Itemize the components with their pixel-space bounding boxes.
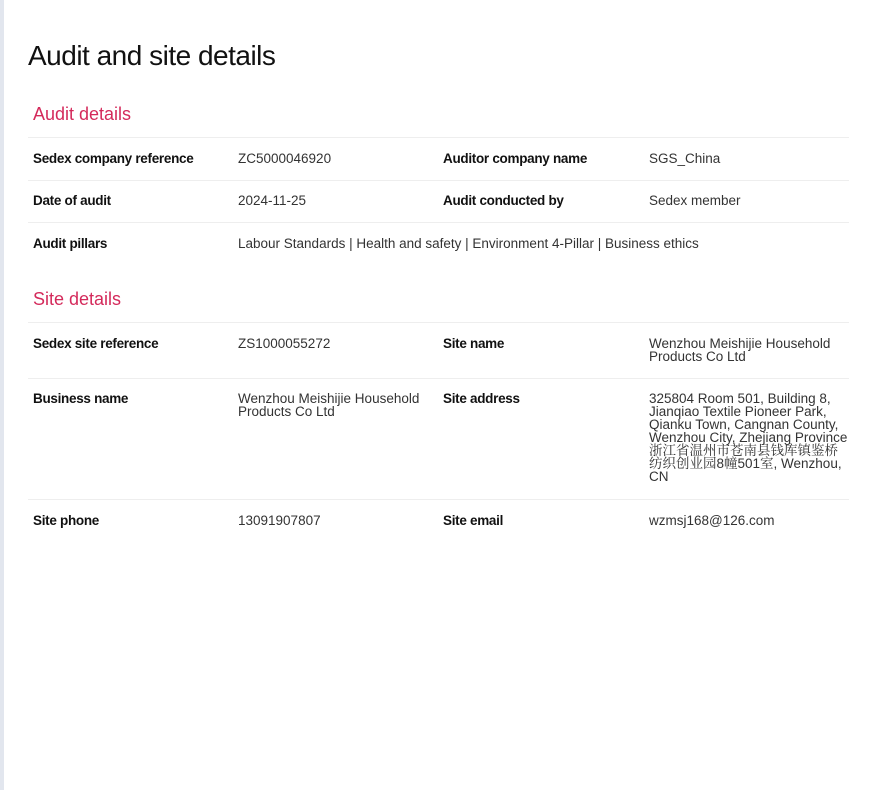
date-of-audit-label: Date of audit [33,193,111,208]
site-reference-label: Sedex site reference [33,336,159,351]
site-address-value: 325804 Room 501, Building 8, Jianqiao Textile Pioneer Park, Qianku Town, Cangnan County, Wenzhou City, Zhejiang Province 浙江省温州市苍南县钱库镇鉴桥纺织创业园8幢501室, Wenzhou, CN [649,391,848,484]
audit-conducted-by-value: Sedex member [649,193,741,208]
site-reference-value: ZS1000055272 [238,336,331,351]
site-name-label: Site name [443,336,505,351]
site-email-label: Site email [443,513,504,528]
site-phone-label: Site phone [33,513,100,528]
divider [28,378,849,379]
company-reference-label: Sedex company reference [33,151,194,166]
divider [28,499,849,500]
site-email-value: wzmsj168@126.com [649,513,775,528]
business-name-value: Wenzhou Meishijie Household Products Co Ltd [238,391,420,419]
site-details-heading: Site details [33,289,122,309]
audit-conducted-by-label: Audit conducted by [443,193,564,208]
divider [28,222,849,223]
divider [28,322,849,323]
divider [28,137,849,138]
date-of-audit-value: 2024-11-25 [238,193,307,208]
company-reference-value: ZC5000046920 [238,151,332,166]
site-phone-value: 13091907807 [238,513,321,528]
business-name-label: Business name [33,391,129,406]
auditor-company-value: SGS_China [649,151,721,166]
audit-pillars-label: Audit pillars [33,236,108,251]
page-title: Audit and site details [28,40,276,71]
page-left-border [0,0,4,790]
site-address-label: Site address [443,391,520,406]
site-name-value: Wenzhou Meishijie Household Products Co Ltd [649,336,831,364]
audit-pillars-value: Labour Standards | Health and safety | Environment 4-Pillar | Business ethics [238,236,699,251]
audit-details-heading: Audit details [33,104,132,124]
auditor-company-label: Auditor company name [443,151,588,166]
divider [28,180,849,181]
